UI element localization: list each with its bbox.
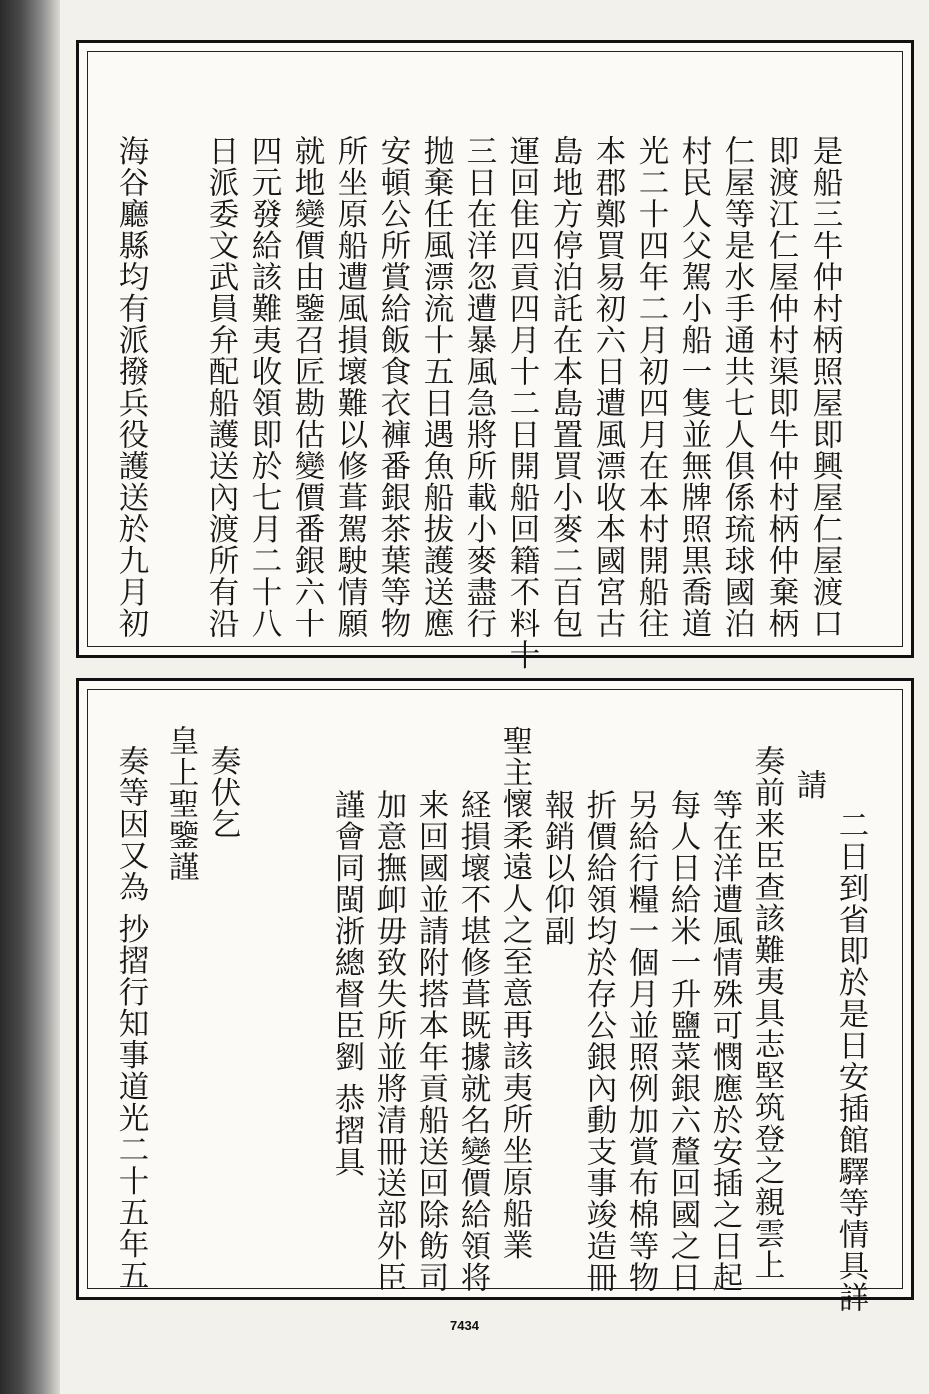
top-column-12: 所坐原船遭風損壞難以修葺駕駛情願 [332,135,367,639]
bottom-column-5: 每人日給米一升鹽菜銀六釐回國之日 [665,789,700,1293]
top-column-11: 安頓公所賞給飯食衣褲番銀茶葉等物 [375,135,410,639]
top-column-1: 是船三牛仲村柄照屋即興屋仁屋渡口 [807,135,842,639]
top-column-16: 海谷廳縣均有派撥兵役護送於九月初 [113,135,148,639]
bottom-column-8: 報銷以仰副 [539,789,574,947]
bottom-column-14: 奏伏乞 [205,745,240,840]
bottom-column-3: 奏前来臣查該難夷具志堅筑登之親雲上 [749,745,784,1281]
bottom-column-12: 加意撫卹毋致失所並將清冊送部外臣 [371,789,406,1293]
bottom-column-15: 皇上聖鑒謹 [163,725,198,883]
top-column-2: 即渡江仁屋仲村渠即牛仲村柄仲棄柄 [763,135,798,639]
top-column-14: 四元發給該難夷收領即於七月二十八 [246,135,281,639]
top-column-13: 就地變價由鑒召匠勘估變價番銀六十 [289,135,324,639]
bottom-column-1: 二日到省即於是日安插館驛等情具詳 [833,809,868,1313]
top-column-7: 島地方停泊託在本島置買小麥二百包 [547,135,582,639]
top-text-panel [76,40,914,671]
book-binding-shadow [0,0,60,1394]
bottom-column-4: 等在洋遭風情殊可憫應於安插之日起 [707,789,742,1293]
top-column-9: 三日在洋忽遭暴風急將所載小麥盡行 [461,135,496,639]
page-number: 7434 [450,1318,479,1333]
top-column-8: 運回隹四貢四月十二日開船回籍不料十 [504,135,539,671]
bottom-column-7: 折價給領均於存公銀內動支事竣造冊 [581,789,616,1293]
top-column-5: 光二十四年二月初四月在本村開船往 [633,135,668,639]
bottom-column-2: 請 [791,769,826,801]
top-column-10: 抛棄任風漂流十五日遇魚船拔護送應 [418,135,453,639]
bottom-column-6: 另給行糧一個月並照例加賞布棉等物 [623,789,658,1293]
bottom-column-16: 奏等因又為 抄摺行知事道光二十五年五 [113,745,148,1292]
top-column-3: 仁屋等是水手通共七人俱係琉球國泊 [719,135,754,639]
bottom-text-panel [76,678,914,1313]
top-column-6: 本郡鄭買易初六日遭風漂收本國宮古 [590,135,625,639]
bottom-column-10: 経損壞不堪修葺既據就名變價給領将 [455,789,490,1293]
bottom-column-11: 来回國並請附搭本年貢船送回除飭司 [413,789,448,1293]
bottom-column-9: 聖主懷柔遠人之至意再該夷所坐原船業 [497,725,532,1261]
bottom-column-13: 謹會同閩浙總督臣劉 恭摺具 [329,789,364,1178]
top-column-4: 村民人父駕小船一隻並無牌照黒喬道 [676,135,711,639]
top-column-15: 日派委文武員弁配船護送內渡所有沿 [203,135,238,639]
